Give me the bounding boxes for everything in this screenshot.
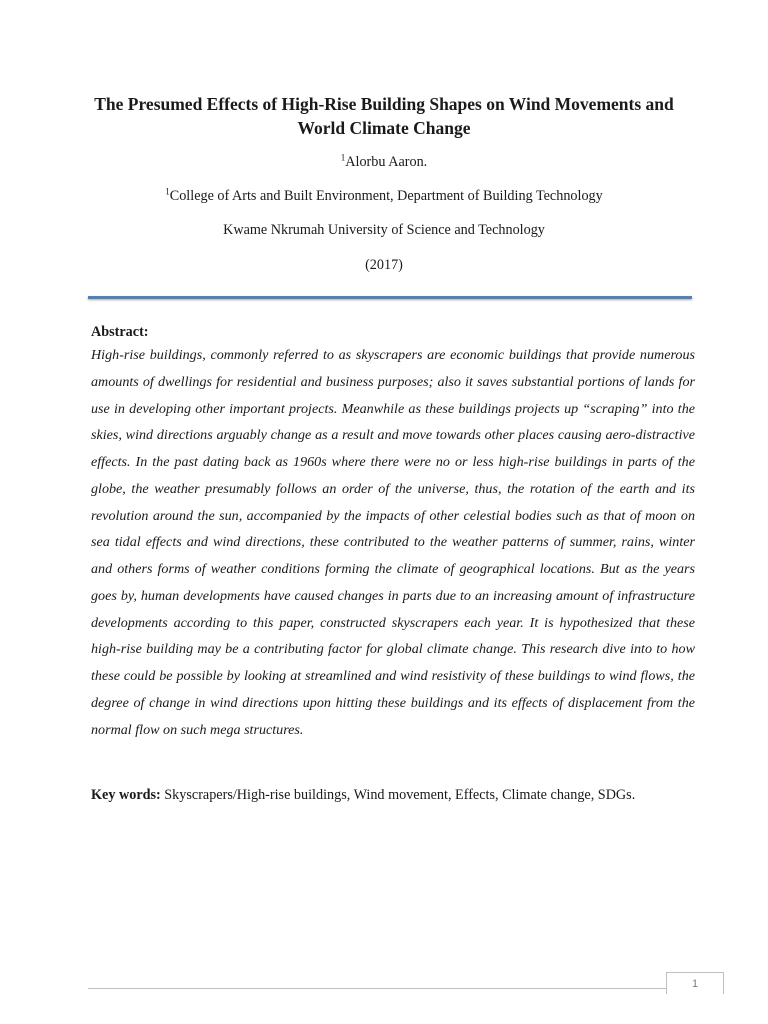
page-number: 1	[666, 972, 724, 994]
header-divider	[88, 296, 692, 299]
abstract-body: High-rise buildings, commonly referred to as skyscrapers are economic buildings that provide numerous amounts of dwellings for residential and business purposes; also it saves substantial portions of lands for use in developing other important projects. Meanwhile as these buildings projects up “scraping” into the skies, wind directions arguably change as a result and move towards other places causing aero-distractive effects. In the past dating back as 1960s where there were no or less high-rise buildings in parts of the globe, the weather presumably follows an order of the universe, thus, the rotation of the earth and its revolution around the sun, accompanied by the impacts of other celestial bodies such as that of moon on sea tidal effects and wind directions, these contributed to the weather patterns of summer, rains, winter and others forms of weather conditions forming the climate of geographical locations. But as the years goes by, human developments have caused changes in parts due to an increasing amount of infrastructure developments according to this paper, constructed skyscrapers each year. It is hypothesized that these high-rise building may be a contributing factor for global climate change. This research dive into to how these could be possible by looking at streamlined and wind resistivity of these buildings to wind flows, the degree of change in wind directions upon hitting these buildings and its effects of displacement from the normal flow on such mega structures.	[91, 347, 695, 738]
affiliation-superscript: 1	[165, 186, 170, 197]
author-name: Alorbu Aaron.	[345, 154, 428, 170]
author-line	[80, 153, 688, 171]
keywords-text: Skyscrapers/High-rise buildings, Wind movement, Effects, Climate change, SDGs.	[164, 787, 636, 803]
keywords-label: Key words:	[91, 787, 161, 803]
publication-year: (2017)	[365, 257, 403, 273]
affiliation-text: College of Arts and Built Environment, Department of Building Technology	[169, 188, 603, 204]
author-superscript: 1	[340, 152, 346, 163]
footer-divider	[88, 988, 666, 989]
keywords-line	[91, 786, 695, 804]
paper-title: The Presumed Effects of High-Rise Building Shapes on Wind Movements and World Climate Change	[94, 94, 674, 138]
affiliation-line	[80, 187, 688, 205]
university-name: Kwame Nkrumah University of Science and Technology	[223, 222, 545, 238]
abstract-heading: Abstract:	[91, 324, 149, 340]
